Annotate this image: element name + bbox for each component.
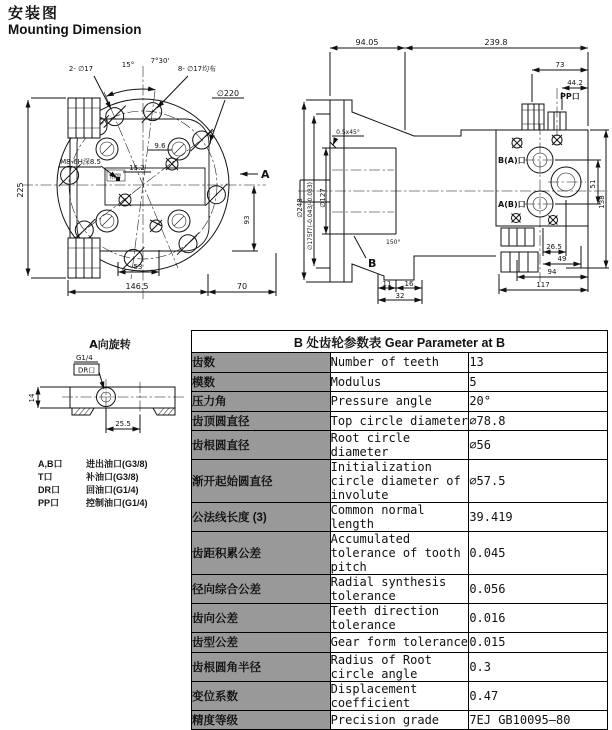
param-en: Number of teeth xyxy=(330,353,469,373)
param-value: 0.056 xyxy=(469,575,608,604)
param-en: Accumulated tolerance of tooth pitch xyxy=(330,532,469,575)
front-view-drawing xyxy=(4,50,294,306)
front-dim-146-5: 146.5 xyxy=(125,282,149,291)
front-dim-70: 70 xyxy=(236,282,248,291)
legend-port: DR口 xyxy=(38,485,60,495)
side-chamfer-label: 0.5x45° xyxy=(336,129,360,136)
side-dim-26-5: 26.5 xyxy=(546,243,562,251)
param-value: ∅78.8 xyxy=(469,411,608,431)
side-section-b-label: B xyxy=(368,257,377,270)
front-label-eight-holes: 8- ∅17均布 xyxy=(177,65,217,73)
legend-desc: 控制油口(G1/4) xyxy=(86,498,148,508)
side-port-pp-label: PP口 xyxy=(560,92,580,101)
param-value: 13 xyxy=(469,353,608,373)
legend-row xyxy=(38,497,148,510)
param-value: 0.045 xyxy=(469,532,608,575)
param-value: 0.016 xyxy=(469,604,608,633)
legend-port: T口 xyxy=(38,472,53,482)
param-zh: 齿根圆直径 xyxy=(192,431,331,460)
legend-desc: 补油口(G3/8) xyxy=(86,472,139,482)
table-row xyxy=(192,633,608,653)
side-dim-49: 49 xyxy=(557,255,567,263)
title-zh: 安装图 xyxy=(8,5,60,22)
side-view-drawing xyxy=(296,30,612,330)
rotated-view-port-dr: DR口 xyxy=(78,366,96,375)
param-en: Top circle diameter xyxy=(330,411,469,431)
front-dim-53: 53 xyxy=(133,263,143,271)
legend-port: PP口 xyxy=(38,498,60,508)
rotated-view-dim-25-5: 25.5 xyxy=(115,420,131,428)
side-dimensions xyxy=(304,48,609,304)
param-zh: 模数 xyxy=(192,372,331,392)
table-row xyxy=(192,353,608,373)
legend-desc: 回油口(G1/4) xyxy=(86,485,139,495)
front-label-angle-15: 15° xyxy=(121,61,135,69)
side-dia-127: ∅127 xyxy=(319,188,327,208)
rotated-view-title: A向旋转 xyxy=(89,338,131,351)
gear-parameter-table xyxy=(191,330,608,730)
table-row xyxy=(192,460,608,503)
side-dim-16: 16 xyxy=(404,280,414,288)
param-zh: 齿向公差 xyxy=(192,604,331,633)
front-dim-93: 93 xyxy=(243,215,251,225)
table-row xyxy=(192,710,608,730)
side-angle-150: 150° xyxy=(386,239,401,246)
table-row xyxy=(192,372,608,392)
port-legend xyxy=(38,458,148,510)
param-en: Displacement coefficient xyxy=(330,681,469,710)
param-zh: 齿型公差 xyxy=(192,633,331,653)
param-value: 20° xyxy=(469,392,608,412)
param-zh: 渐开起始圆直径 xyxy=(192,460,331,503)
table-header-row xyxy=(192,331,608,353)
front-label-two-holes: 2- ∅17 xyxy=(68,65,94,73)
side-dim-117: 117 xyxy=(536,281,550,289)
param-en: Teeth direction tolerance xyxy=(330,604,469,633)
table-row xyxy=(192,681,608,710)
param-value: 0.47 xyxy=(469,681,608,710)
front-small-holes xyxy=(119,158,178,232)
param-value: 39.419 xyxy=(469,503,608,532)
param-value: 7EJ GB10095—80 xyxy=(469,710,608,730)
front-side-bolt-blocks xyxy=(68,98,100,278)
param-zh: 齿顶圆直径 xyxy=(192,411,331,431)
rotated-view-thread-g14: G1/4 xyxy=(76,354,93,362)
param-en: Precision grade xyxy=(330,710,469,730)
front-dim-15-2: 15.2 xyxy=(129,164,145,172)
table-row xyxy=(192,431,608,460)
side-dim-73: 73 xyxy=(555,61,565,69)
rotated-view-centerlines xyxy=(62,379,184,424)
param-zh: 精度等级 xyxy=(192,710,331,730)
param-value: ∅57.5 xyxy=(469,460,608,503)
table-row xyxy=(192,392,608,412)
page-title xyxy=(8,5,141,38)
table-row xyxy=(192,411,608,431)
param-zh: 径向综合公差 xyxy=(192,575,331,604)
table-title: B 处齿轮参数表 Gear Parameter at B xyxy=(192,331,608,353)
legend-row xyxy=(38,484,148,497)
param-value: 0.015 xyxy=(469,633,608,653)
param-zh: 变位系数 xyxy=(192,681,331,710)
front-nameplate-label: 铭牌 xyxy=(109,173,122,181)
param-value: ∅56 xyxy=(469,431,608,460)
side-dim-239-8: 239.8 xyxy=(484,38,508,47)
param-en: Pressure angle xyxy=(330,392,469,412)
rotated-view-dim-14: 14 xyxy=(28,393,36,403)
param-en: Modulus xyxy=(330,372,469,392)
side-dia-248: ∅248 xyxy=(296,198,304,218)
param-en: Initialization circle diameter of involute xyxy=(330,460,469,503)
front-dim-9-6: 9.6 xyxy=(154,142,166,150)
front-thread-spec: M8-6H深8.5 xyxy=(60,158,101,166)
table-row xyxy=(192,532,608,575)
front-dim-225: 225 xyxy=(16,182,25,198)
param-zh: 公法线长度 (3) xyxy=(192,503,331,532)
rotated-view-a-drawing xyxy=(22,334,192,464)
param-en: Gear form tolerance xyxy=(330,633,469,653)
side-dim-94: 94 xyxy=(547,268,557,276)
param-zh: 齿根圆角半径 xyxy=(192,652,331,681)
table-row xyxy=(192,503,608,532)
title-en: Mounting Dimension xyxy=(8,22,142,38)
side-dim-138: 138 xyxy=(598,195,606,209)
front-label-angle-7-30: 7°30' xyxy=(150,57,170,65)
front-label-bolt-circle: ∅220 xyxy=(216,89,240,98)
param-zh: 齿距积累公差 xyxy=(192,532,331,575)
param-value: 5 xyxy=(469,372,608,392)
table-row xyxy=(192,604,608,633)
table-row xyxy=(192,575,608,604)
side-dia-175: ∅175f7(-0.043/-0.083) xyxy=(307,182,314,250)
rotated-view-body xyxy=(70,387,175,415)
side-dim-32: 32 xyxy=(395,292,405,300)
param-value: 0.3 xyxy=(469,652,608,681)
side-port-ab-label: A(B)口 xyxy=(498,200,526,209)
table-row xyxy=(192,652,608,681)
param-zh: 齿数 xyxy=(192,353,331,373)
front-view-arrow-a: A xyxy=(261,168,270,181)
param-en: Root circle diameter xyxy=(330,431,469,460)
side-dim-11: 11 xyxy=(382,280,392,288)
side-valve-block xyxy=(496,104,588,272)
legend-row xyxy=(38,458,148,471)
side-dim-51: 51 xyxy=(589,179,597,189)
param-zh: 压力角 xyxy=(192,392,331,412)
param-en: Common normal length xyxy=(330,503,469,532)
side-dim-94-05: 94.05 xyxy=(355,38,379,47)
param-en: Radial synthesis tolerance xyxy=(330,575,469,604)
legend-row xyxy=(38,471,148,484)
front-dimensions xyxy=(28,76,276,296)
legend-desc: 进出油口(G3/8) xyxy=(86,459,148,469)
side-port-ba-label: B(A)口 xyxy=(498,156,526,165)
side-dim-44-2: 44.2 xyxy=(567,79,583,87)
legend-port: A,B口 xyxy=(38,459,63,469)
param-en: Radius of Root circle angle xyxy=(330,652,469,681)
